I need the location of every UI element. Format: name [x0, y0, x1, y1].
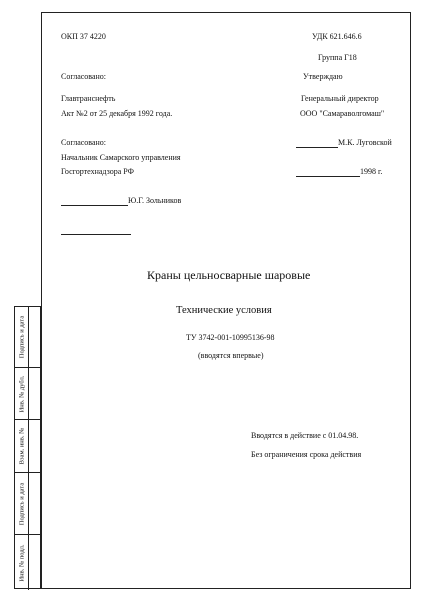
okp-code: ОКП 37 4220 [61, 32, 106, 41]
director-position: Генеральный директор [301, 94, 379, 103]
signature-blank [61, 197, 128, 206]
stamp-label: Подпись и дата [18, 482, 25, 525]
effective-date: Вводятся в действие с 01.04.98. [251, 431, 359, 440]
udk-code: УДК 621.646.6 [312, 32, 362, 41]
stamp-label: Инв. № дубл. [18, 375, 25, 412]
side-stamp [14, 306, 41, 589]
stamp-cell [15, 472, 40, 534]
second-approval-line1: Начальник Самарского управления [61, 153, 181, 162]
director-name: М.К. Луговской [338, 138, 392, 147]
approval-year-line [296, 167, 382, 177]
signature-blank [296, 139, 338, 148]
stamp-label: Подпись и дата [18, 315, 25, 359]
second-approval-line2: Госгортехнадзора РФ [61, 167, 134, 176]
company-name: ООО "Самараволгомаш" [300, 109, 385, 118]
approve-heading: Утверждаю [303, 72, 343, 81]
director-signature-line [296, 138, 392, 148]
stamp-cell [15, 419, 40, 472]
stamp-cell [15, 534, 40, 590]
inspector-name: Ю.Г. Зольников [128, 196, 182, 205]
document-code: ТУ 3742-001-10995136-98 [186, 333, 275, 342]
date-blank [296, 168, 360, 177]
document-title: Краны цельносварные шаровые [147, 268, 311, 282]
stamp-cell [15, 367, 40, 419]
second-approval-heading: Согласовано: [61, 138, 107, 147]
validity-term: Без ограничения срока действия [251, 450, 362, 459]
document-subtitle: Технические условия [176, 305, 272, 316]
stamp-cell [15, 307, 40, 367]
approval-year: 1998 г. [360, 167, 383, 176]
left-approval-org: Главтранснефть [61, 94, 116, 103]
stamp-label: Инв. № подл. [18, 543, 25, 582]
left-approval-act: Акт №2 от 25 декабря 1992 года. [61, 109, 173, 118]
left-approval-heading: Согласовано: [61, 72, 107, 81]
group-code: Группа Г18 [318, 53, 357, 62]
stamp-label: Взам. инв. № [18, 427, 25, 465]
document-note: (вводятся впервые) [198, 351, 264, 360]
blank-rule [61, 234, 131, 235]
inspector-signature-line [61, 196, 181, 206]
